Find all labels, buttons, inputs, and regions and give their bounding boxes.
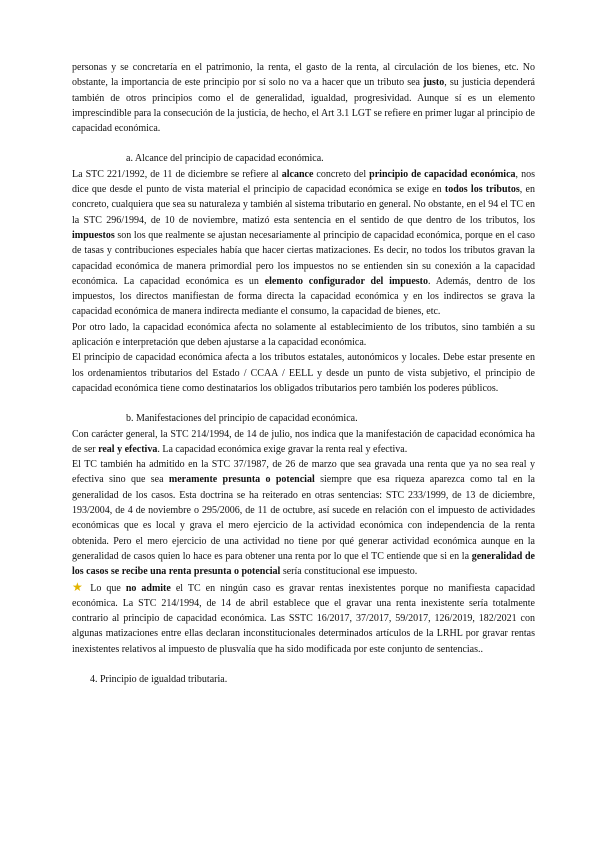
text-run: son los que realmente se ajustan necesariamente al principio de capacidad económica, porque en el caso de tasas y contribuciones especiales había que hacer ciertas matizaciones. Es decir, no todos los tributos gravan la capacidad económica de manera primordial pero los impuestos no se entienden sin su conexión a la capacidad económica. La capacidad económica es un — [72, 229, 535, 287]
paragraph-alcance-1 — [72, 167, 535, 320]
text-run: , en concreto, cualquiera que sea su naturaleza y también al sistema tributario en general. No obstante, en el 94 el TC en la STC 296/1994, de 10 de noviembre, matizó esta sentencia en el sentido de que dentro de los tributos, los — [72, 184, 535, 226]
text-run: personas y se concretaría en el patrimonio, la renta, el gasto de la renta, al circulación de los bienes, etc. No obstante, la importancia de este principio por sí solo no va a hacer que un tributo sea — [72, 62, 535, 89]
bold-text-run: justo — [423, 77, 445, 89]
heading-igualdad: 4. Principio de igualdad tributaria. — [90, 673, 228, 685]
text-run: El TC también ha admitido en la STC 37/1987, de 26 de marzo que sea gravada una renta que ya no sea real y efectiva sino que sea — [72, 459, 535, 486]
text-run: , nos dice que desde el punto de vista material el principio de capacidad económica se exige en — [72, 168, 535, 196]
text-run: sería constitucional ese impuesto. — [280, 566, 418, 578]
document-body — [72, 60, 535, 687]
heading-alcance: a. Alcance del principio de capacidad económica. — [126, 153, 324, 165]
text-run: siempre que esa riqueza aparezca como tal en la generalidad de los casos. Esta doctrina se ha reiterado en otras sentencias: STC 233/1999, de 13 de diciembre, 193/2004, de 4 de noviembre o 295/2006, de 11 de octubre, así sucede en relación con el impuesto de actividades económicas que es local y grava el mero ejercicio de la actividad económica con independencia de la renta obtenida. Pero el mero ejercicio de una actividad no tiene por qué generar actividad económica aunque en la generalidad de casos quien lo hace es para obtener una renta por lo que el TC entiende que si en la — [72, 474, 535, 562]
bold-text-run: meramente presunta o potencial — [168, 474, 315, 486]
heading-manifestaciones: b. Manifestaciones del principio de capacidad económica. — [126, 413, 358, 425]
bold-text-run: generalidad de los casos se recibe una renta presunta o potencial — [72, 550, 535, 578]
text-run: concreto del — [313, 168, 370, 180]
bold-text-run: impuestos — [72, 229, 115, 241]
text-run: . La capacidad económica exige gravar la renta real y efectiva. — [157, 443, 408, 455]
text-run: Lo que — [85, 582, 126, 594]
paragraph-intro — [72, 60, 535, 136]
text-run: , su justicia dependerá también de otros principios como el de generalidad, igualdad, progresividad. Aunque sí es un elemento imprescindible para la consecución de la justicia, de hecho, el Art 3.1 LGT se refiere en primer lugar al principio de capacidad económica. — [72, 77, 535, 135]
bold-text-run: todos los tributos — [444, 184, 520, 196]
bold-text-run: principio de capacidad económica — [369, 168, 516, 180]
bold-text-run: no admite — [125, 582, 171, 594]
text-run: el TC en ningún caso es gravar rentas inexistentes porque no manifiesta capacidad económica. La STC 214/1994, de 14 de abril establece que el gravar una renta inexistente sería totalmente contrario al principio de capacidad económica. Las SSTC 16/2017, 37/2017, 59/2017, 126/2019, 182/2021 con algunas matizaciones entre ellas declaran inconstitucionales determinados artículos de la LRHL por gravar rentas inexistentes relativos al impuesto de plusvalía que ha sido modificada por este conjunto de sentencias.. — [72, 582, 536, 655]
bold-text-run: elemento configurador del impuesto — [264, 275, 428, 287]
text-run: La STC 221/1992, de 11 de diciembre se refiere al — [72, 168, 282, 180]
paragraph-manifestaciones-3-text — [72, 583, 535, 655]
text-run: Con carácter general, la STC 214/1994, de 14 de julio, nos indica que la manifestación de capacidad económica ha de ser — [72, 428, 535, 455]
paragraph-manifestaciones-3 — [72, 580, 535, 657]
bold-text-run: real y efectiva — [98, 443, 158, 455]
star-icon: ★ — [72, 579, 86, 594]
paragraph-manifestaciones-1 — [72, 427, 535, 458]
paragraph-manifestaciones-2 — [72, 457, 535, 579]
bold-text-run: alcance — [281, 168, 314, 180]
paragraph-alcance-3: El principio de capacidad económica afecta a los tributos estatales, autonómicos y locales. Debe estar presente en los ordenamientos tributarios del Estado / CCAA / EELL y desde un punto de vista subjetivo, el principio de capacidad económica tiene como destinatarios los obligados tributarios pero también los poderes públicos. — [72, 352, 535, 394]
text-run: . Además, dentro de los impuestos, los directos manifiestan de forma directa la capacidad económica y en los indirectos se grava la capacidad económica de manera indirecta mediante el consumo, la capacidad de bienes, etc. — [72, 275, 536, 318]
paragraph-alcance-2: Por otro lado, la capacidad económica afecta no solamente al establecimiento de los tributos, sino también a su aplicación e interpretación que deben ajustarse a la capacidad económica. — [72, 321, 535, 349]
